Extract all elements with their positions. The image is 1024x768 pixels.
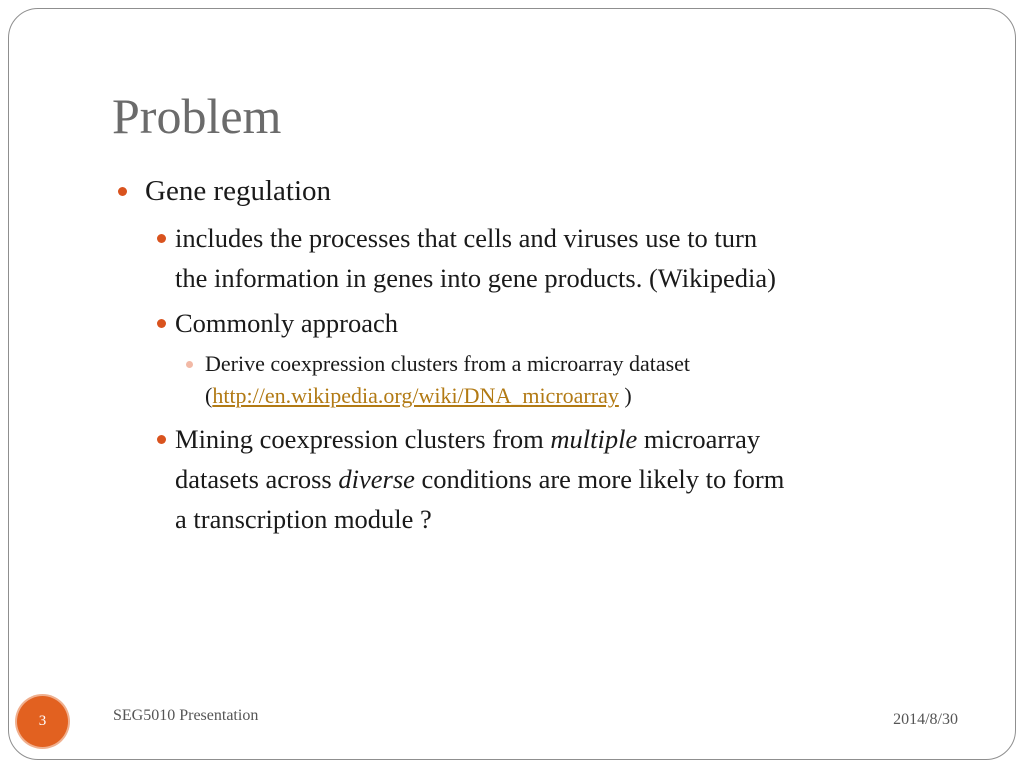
emphasis-diverse: diverse xyxy=(338,464,415,494)
bullet-text-line xyxy=(175,419,976,459)
bullet-mining-clusters xyxy=(146,419,976,539)
bullet-text-line xyxy=(205,380,976,412)
bullet-gene-regulation xyxy=(116,170,976,212)
text-run: Mining coexpression clusters from xyxy=(175,424,551,454)
wikipedia-microarray-link[interactable]: http://en.wikipedia.org/wiki/DNA_microarray xyxy=(212,383,619,408)
bullet-dot-icon xyxy=(157,435,166,444)
footer-date: 2014/8/30 xyxy=(893,711,958,728)
slide-content xyxy=(116,170,976,544)
bullet-text-line xyxy=(175,459,976,499)
bullet-text-line: includes the processes that cells and viruses use to turn xyxy=(175,223,758,253)
text-run: conditions are more likely to form xyxy=(414,464,785,494)
emphasis-multiple: multiple xyxy=(550,424,638,454)
bullet-dot-icon xyxy=(157,319,166,328)
bullet-dot-icon xyxy=(118,187,127,196)
slide-number: 3 xyxy=(38,713,47,729)
bullet-text-line: the information in genes into gene products. (Wikipedia) xyxy=(175,263,776,293)
bullet-text-line: a transcription module ? xyxy=(175,504,432,534)
text-run: microarray xyxy=(637,424,761,454)
footer-presentation-name: SEG5010 Presentation xyxy=(113,707,259,724)
slide-number-badge xyxy=(17,696,68,747)
bullet-text: Commonly approach xyxy=(175,308,398,338)
bullet-definition xyxy=(146,218,976,298)
open-paren: ( xyxy=(205,383,213,408)
close-paren: ) xyxy=(618,383,632,408)
sub-bullet-dot-icon xyxy=(186,361,193,368)
bullet-derive-clusters xyxy=(175,348,976,412)
bullet-text: Gene regulation xyxy=(145,175,332,207)
bullet-commonly-approach xyxy=(146,303,976,343)
bullet-text-line: Derive coexpression clusters from a microarray dataset xyxy=(205,351,691,376)
text-run: datasets across xyxy=(175,464,339,494)
slide-title: Problem xyxy=(112,88,282,144)
bullet-dot-icon xyxy=(157,234,166,243)
